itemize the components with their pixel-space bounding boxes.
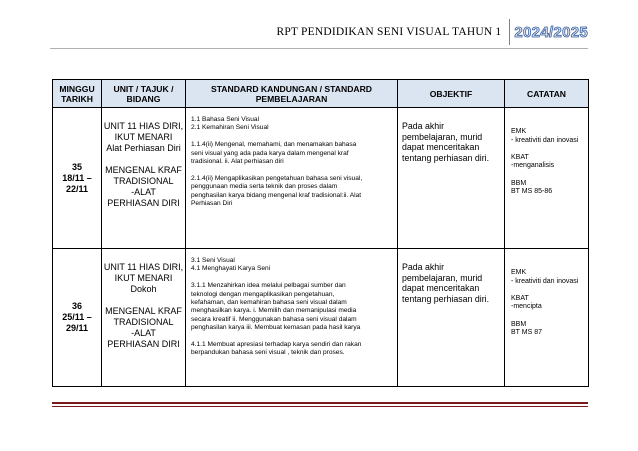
notes-cell-line: EMK	[511, 269, 527, 276]
standards-cell-line: 2.1.4(ii) Mengaplikasikan pengetahuan bahasa seni visual,	[191, 174, 363, 182]
standards-cell-line: tradisional. ii. Alat perhiasan diri	[191, 158, 284, 166]
header-standard-line: PEMBELAJARAN	[255, 93, 328, 104]
standards-cell-line: 3.1.1 Menzahirkan idea melalui pelbagai sumber dan	[191, 282, 346, 290]
header-notes	[505, 80, 589, 108]
standards-cell-line: teknologi dengan mengaplikasikan pengetahuan,	[191, 290, 335, 298]
header-divider	[509, 19, 510, 45]
unit-cell-line	[102, 154, 185, 165]
week-cell-line: 22/11	[65, 183, 89, 194]
notes-cell-line	[511, 145, 584, 154]
standards-cell-line: 1.1 Bahasa Seni Visual	[191, 116, 260, 123]
objective-cell-line: tentang perhiasan diri.	[402, 152, 490, 163]
lesson-plan-table	[52, 79, 589, 387]
unit-cell-line: -ALAT	[131, 328, 156, 338]
notes-cell-line: BBM	[511, 179, 527, 187]
notes-cell-line: BT MS 85-86	[511, 188, 553, 196]
unit-cell-line: TRADISIONAL	[113, 317, 174, 327]
year-label: 2024/2025	[514, 23, 588, 41]
footer-rule	[52, 406, 588, 407]
unit-cell-line	[102, 295, 185, 306]
header-week-line: MINGGU	[59, 83, 95, 94]
unit-cell-line: Dokoh	[130, 284, 157, 294]
header-unit-line: UNIT / TAJUK /	[113, 83, 174, 94]
week-cell-line: 18/11 –	[62, 172, 92, 183]
standards-cell-line: 4.1 Menghayati Karya Seni	[191, 265, 271, 273]
notes-cell-line: - kreativiti dan inovasi	[511, 277, 579, 285]
header-standard-line: STANDARD KANDUNGAN / STANDARD	[210, 83, 373, 94]
standards-cell-line	[191, 166, 393, 174]
standards-cell-line: Perhiasan Diri	[191, 200, 233, 208]
page-header	[276, 18, 588, 46]
notes-cell-line	[511, 312, 584, 321]
unit-cell	[102, 108, 186, 249]
standards-cell-line: menghasilkan karya. i. Memilih dan memanipulasi media	[191, 307, 357, 315]
standards-cell-line: berpandukan bahasa seni visual , teknik dan proses.	[191, 349, 345, 357]
notes-cell-line: BBM	[511, 320, 527, 328]
unit-cell-line: MENGENAL KRAF	[105, 306, 182, 316]
notes-cell-line: -menganalisis	[511, 162, 555, 170]
week-cell	[53, 249, 102, 387]
header-objective	[398, 80, 505, 108]
objective-cell-line: dapat menceritakan	[402, 142, 480, 153]
table-header-row	[53, 80, 589, 108]
standards-cell-line	[191, 333, 393, 341]
header-rule	[50, 48, 588, 49]
notes-cell-line: KBAT	[511, 294, 529, 302]
notes-cell	[505, 249, 589, 387]
standards-cell-line: penggunaan media serta teknik dan proses dalam	[191, 183, 338, 191]
notes-cell-line	[511, 171, 584, 180]
header-week-line: TARIKH	[61, 93, 93, 104]
standards-cell-line: penghasilan karya bidang mengenal kraf tradisional:ii. Alat	[191, 191, 362, 199]
footer-rule	[52, 402, 588, 404]
week-cell-line: 36	[71, 301, 82, 311]
standards-cell-line	[191, 133, 393, 141]
unit-cell-line: PERHIASAN DIRI	[107, 198, 180, 208]
notes-cell-line: EMK	[511, 128, 527, 135]
standards-cell-line: 3.1 Seni Visual	[191, 257, 235, 264]
table-row	[53, 249, 589, 387]
standards-cell-line: 2.1 Kemahiran Seni Visual	[191, 124, 269, 132]
unit-cell-line: TRADISIONAL	[113, 176, 174, 186]
week-cell-line: 35	[71, 161, 82, 172]
notes-cell	[505, 108, 589, 249]
document-title: RPT PENDIDIKAN SENI VISUAL TAHUN 1	[276, 26, 502, 38]
objective-cell-line: tentang perhiasan diri.	[402, 293, 490, 304]
unit-cell-line: MENGENAL KRAF	[105, 165, 182, 175]
unit-cell-line: IKUT MENARI	[114, 132, 173, 142]
header-notes-line: CATATAN	[527, 88, 566, 99]
objective-cell-line: Pada akhir	[402, 121, 445, 131]
objective-cell-line: pembelajaran, murid	[402, 272, 483, 283]
notes-cell-line: - kreativiti dan inovasi	[511, 136, 579, 144]
notes-cell-line: -mencipta	[511, 303, 542, 311]
notes-cell-line	[511, 286, 584, 295]
standards-cell-line: seni visual yang ada pada karya dalam mengenal kraf	[191, 149, 349, 157]
week-cell-line: 25/11 –	[62, 312, 92, 322]
unit-cell	[102, 249, 186, 387]
objective-cell-line: pembelajaran, murid	[402, 131, 483, 142]
unit-cell-line: UNIT 11 HIAS DIRI,	[103, 121, 184, 131]
objective-cell	[398, 108, 505, 249]
header-objective-line: OBJEKTIF	[429, 88, 473, 99]
standards-cell-line: penghasilan karya iii. Membuat kemasan pada hasil karya	[191, 324, 361, 332]
standards-cell	[186, 108, 398, 249]
standards-cell-line	[191, 274, 393, 282]
header-unit-line: BIDANG	[126, 93, 161, 104]
standards-cell-line: 1.1.4(ii) Mengenal, memahami, dan menamakan bahasa	[191, 141, 357, 149]
standards-cell	[186, 249, 398, 387]
notes-cell-line: BT MS 87	[511, 329, 542, 337]
objective-cell-line: dapat menceritakan	[402, 283, 480, 294]
unit-cell-line: IKUT MENARI	[114, 273, 173, 283]
header-standard	[186, 80, 398, 108]
notes-cell-line: KBAT	[511, 153, 529, 161]
standards-cell-line: kefahaman, dan kemahiran bahasa seni visual dalam	[191, 299, 347, 307]
standards-cell-line: secara kreatif ii. Menggunakan bahasa seni visual dalam	[191, 315, 357, 323]
objective-cell-line: Pada akhir	[402, 262, 445, 272]
unit-cell-line: PERHIASAN DIRI	[107, 339, 180, 349]
unit-cell-line: -ALAT	[131, 187, 156, 197]
table-row	[53, 108, 589, 249]
unit-cell-line: Alat Perhiasan Diri	[106, 143, 181, 153]
week-cell	[53, 108, 102, 249]
header-unit	[102, 80, 186, 108]
week-cell-line: 29/11	[65, 323, 89, 333]
header-week	[53, 80, 102, 108]
unit-cell-line: UNIT 11 HIAS DIRI,	[103, 262, 184, 272]
objective-cell	[398, 249, 505, 387]
standards-cell-line: 4.1.1 Membuat apresiasi terhadap karya sendiri dan rakan	[191, 341, 362, 349]
